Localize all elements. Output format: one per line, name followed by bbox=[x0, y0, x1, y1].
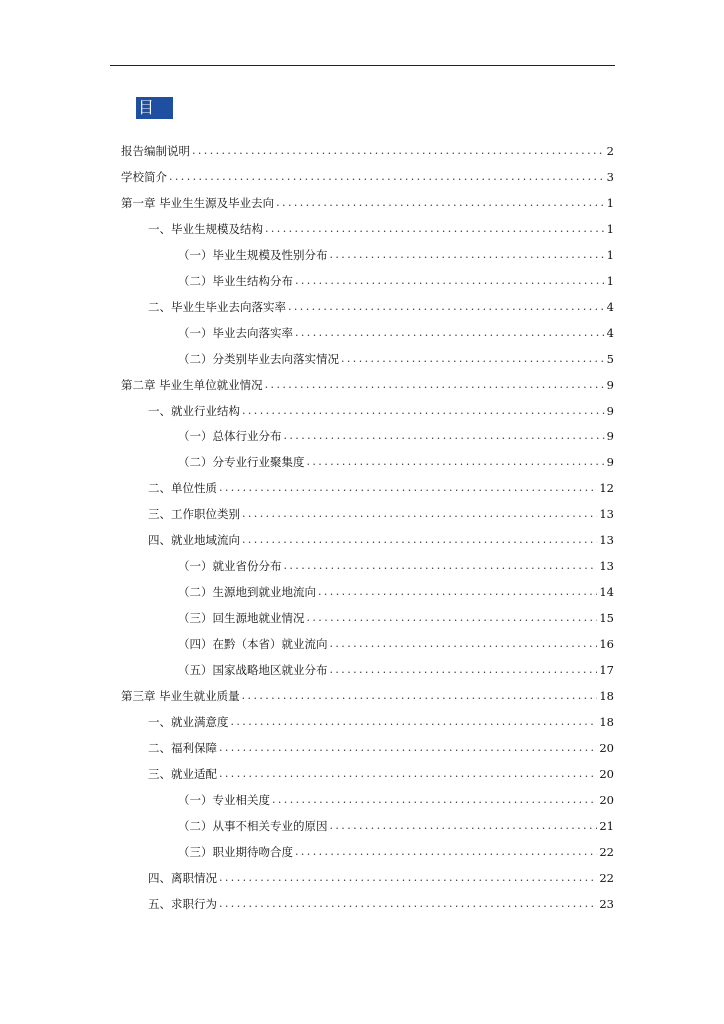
toc-entry-page-number: 18 bbox=[599, 689, 614, 703]
toc-entry[interactable] bbox=[148, 765, 614, 781]
toc-entry-page-number: 17 bbox=[599, 663, 614, 677]
toc-entry[interactable] bbox=[178, 324, 614, 340]
toc-entry-label: 二、单位性质 bbox=[148, 481, 217, 495]
toc-dot-leader bbox=[276, 196, 605, 210]
toc-entry-page-number: 14 bbox=[599, 585, 614, 599]
toc-dot-leader bbox=[219, 897, 597, 911]
toc-entry-label: （二）毕业生结构分布 bbox=[178, 274, 293, 288]
toc-dot-leader bbox=[219, 481, 597, 495]
toc-entry-page-number: 15 bbox=[599, 611, 614, 625]
toc-entry[interactable] bbox=[121, 142, 614, 158]
toc-entry-page-number: 20 bbox=[599, 741, 614, 755]
toc-entry[interactable] bbox=[148, 531, 614, 547]
header-rule bbox=[110, 65, 615, 66]
toc-entry-label: 第一章 毕业生生源及毕业去向 bbox=[121, 196, 275, 210]
toc-dot-leader bbox=[242, 404, 605, 418]
toc-dot-leader bbox=[330, 819, 598, 833]
toc-entry[interactable] bbox=[148, 713, 614, 729]
toc-entry[interactable] bbox=[178, 817, 614, 833]
toc-entry-label: 二、毕业生毕业去向落实率 bbox=[148, 300, 286, 314]
toc-entry-page-number: 5 bbox=[606, 352, 614, 366]
toc-entry[interactable] bbox=[178, 791, 614, 807]
toc-entry-page-number: 9 bbox=[606, 404, 614, 418]
toc-entry-label: （二）从事不相关专业的原因 bbox=[178, 819, 328, 833]
toc-entry[interactable] bbox=[178, 635, 614, 651]
toc-entry[interactable] bbox=[148, 479, 614, 495]
toc-entry-label: （二）分类别毕业去向落实情况 bbox=[178, 352, 339, 366]
toc-dot-leader bbox=[284, 429, 605, 443]
toc-entry[interactable] bbox=[148, 895, 614, 911]
toc-entry-label: （二）分专业行业聚集度 bbox=[178, 455, 305, 469]
toc-entry-label: （二）生源地到就业地流向 bbox=[178, 585, 316, 599]
toc-entry-page-number: 16 bbox=[599, 637, 614, 651]
toc-dot-leader bbox=[307, 455, 605, 469]
toc-entry[interactable] bbox=[178, 557, 614, 573]
toc-entry-page-number: 12 bbox=[599, 481, 614, 495]
toc-entry-label: 三、就业适配 bbox=[148, 767, 217, 781]
toc-entry-label: 二、福利保障 bbox=[148, 741, 217, 755]
toc-entry[interactable] bbox=[178, 453, 614, 469]
toc-entry-page-number: 9 bbox=[606, 429, 614, 443]
toc-dot-leader bbox=[288, 300, 605, 314]
toc-entry-page-number: 1 bbox=[606, 222, 614, 236]
toc-dot-leader bbox=[318, 585, 597, 599]
toc-entry[interactable] bbox=[178, 661, 614, 677]
toc-entry[interactable] bbox=[178, 350, 614, 366]
toc-dot-leader bbox=[265, 222, 605, 236]
toc-entry-label: 一、就业满意度 bbox=[148, 715, 229, 729]
toc-entry-page-number: 23 bbox=[599, 897, 614, 911]
toc-dot-leader bbox=[219, 741, 597, 755]
toc-entry-label: 第二章 毕业生单位就业情况 bbox=[121, 378, 263, 392]
toc-entry-page-number: 2 bbox=[606, 144, 614, 158]
toc-dot-leader bbox=[295, 326, 605, 340]
toc-entry[interactable] bbox=[148, 869, 614, 885]
toc-dot-leader bbox=[307, 611, 598, 625]
toc-entry-page-number: 13 bbox=[599, 507, 614, 521]
toc-entry-page-number: 9 bbox=[606, 455, 614, 469]
toc-entry[interactable] bbox=[148, 739, 614, 755]
toc-entry-label: （一）总体行业分布 bbox=[178, 429, 282, 443]
toc-entry[interactable] bbox=[148, 402, 614, 418]
toc-entry-label: （五）国家战略地区就业分布 bbox=[178, 663, 328, 677]
toc-entry-page-number: 4 bbox=[606, 300, 614, 314]
toc-entry[interactable] bbox=[178, 272, 614, 288]
toc-entry-label: 学校简介 bbox=[121, 170, 167, 184]
toc-entry[interactable] bbox=[121, 194, 614, 210]
toc-dot-leader bbox=[284, 559, 598, 573]
toc-title: 目 bbox=[136, 97, 173, 119]
toc-entry-label: 一、就业行业结构 bbox=[148, 404, 240, 418]
toc-entry-page-number: 18 bbox=[599, 715, 614, 729]
toc-entry[interactable] bbox=[178, 583, 614, 599]
toc-entry-label: 三、工作职位类别 bbox=[148, 507, 240, 521]
toc-entry-page-number: 20 bbox=[599, 793, 614, 807]
toc-dot-leader bbox=[295, 845, 597, 859]
toc-dot-leader bbox=[242, 507, 597, 521]
toc-entry[interactable] bbox=[121, 376, 614, 392]
toc-dot-leader bbox=[242, 533, 597, 547]
toc-entry[interactable] bbox=[178, 427, 614, 443]
toc-entry-label: （四）在黔（本省）就业流向 bbox=[178, 637, 328, 651]
toc-dot-leader bbox=[295, 274, 605, 288]
toc-entry[interactable] bbox=[178, 609, 614, 625]
toc-entry-label: 一、毕业生规模及结构 bbox=[148, 222, 263, 236]
toc-entry-label: 五、求职行为 bbox=[148, 897, 217, 911]
toc-dot-leader bbox=[169, 170, 605, 184]
toc-entry[interactable] bbox=[148, 220, 614, 236]
toc-dot-leader bbox=[219, 767, 597, 781]
toc-entry-label: 报告编制说明 bbox=[121, 144, 190, 158]
toc-entry-label: 四、离职情况 bbox=[148, 871, 217, 885]
toc-entry-label: 四、就业地域流向 bbox=[148, 533, 240, 547]
toc-entry-page-number: 1 bbox=[606, 196, 614, 210]
toc-entry-page-number: 22 bbox=[599, 845, 614, 859]
toc-entry[interactable] bbox=[178, 246, 614, 262]
toc-dot-leader bbox=[272, 793, 597, 807]
toc-entry-page-number: 1 bbox=[606, 274, 614, 288]
toc-entry-page-number: 9 bbox=[606, 378, 614, 392]
toc-entry[interactable] bbox=[178, 843, 614, 859]
toc-entry-page-number: 22 bbox=[599, 871, 614, 885]
toc-entry-label: （三）回生源地就业情况 bbox=[178, 611, 305, 625]
toc-dot-leader bbox=[192, 144, 605, 158]
toc-dot-leader bbox=[231, 715, 598, 729]
toc-entry-label: （一）毕业去向落实率 bbox=[178, 326, 293, 340]
toc-dot-leader bbox=[265, 378, 605, 392]
toc-dot-leader bbox=[330, 637, 598, 651]
toc-dot-leader bbox=[242, 689, 598, 703]
toc-entry[interactable] bbox=[148, 505, 614, 521]
toc-entry[interactable] bbox=[148, 298, 614, 314]
toc-dot-leader bbox=[219, 871, 597, 885]
toc-entry-label: （三）职业期待吻合度 bbox=[178, 845, 293, 859]
toc-entry-page-number: 3 bbox=[606, 170, 614, 184]
toc-entry-page-number: 21 bbox=[599, 819, 614, 833]
toc-entry-label: （一）就业省份分布 bbox=[178, 559, 282, 573]
toc-entry-page-number: 4 bbox=[606, 326, 614, 340]
toc-entry[interactable] bbox=[121, 687, 614, 703]
toc-entry-label: （一）毕业生规模及性别分布 bbox=[178, 248, 328, 262]
toc-entry-page-number: 13 bbox=[599, 559, 614, 573]
toc-entry-label: 第三章 毕业生就业质量 bbox=[121, 689, 240, 703]
toc-dot-leader bbox=[341, 352, 605, 366]
toc-entry-label: （一）专业相关度 bbox=[178, 793, 270, 807]
toc-entry-page-number: 20 bbox=[599, 767, 614, 781]
toc-entry[interactable] bbox=[121, 168, 614, 184]
toc-dot-leader bbox=[330, 248, 605, 262]
toc-entry-page-number: 13 bbox=[599, 533, 614, 547]
toc-dot-leader bbox=[330, 663, 598, 677]
toc-entry-page-number: 1 bbox=[606, 248, 614, 262]
